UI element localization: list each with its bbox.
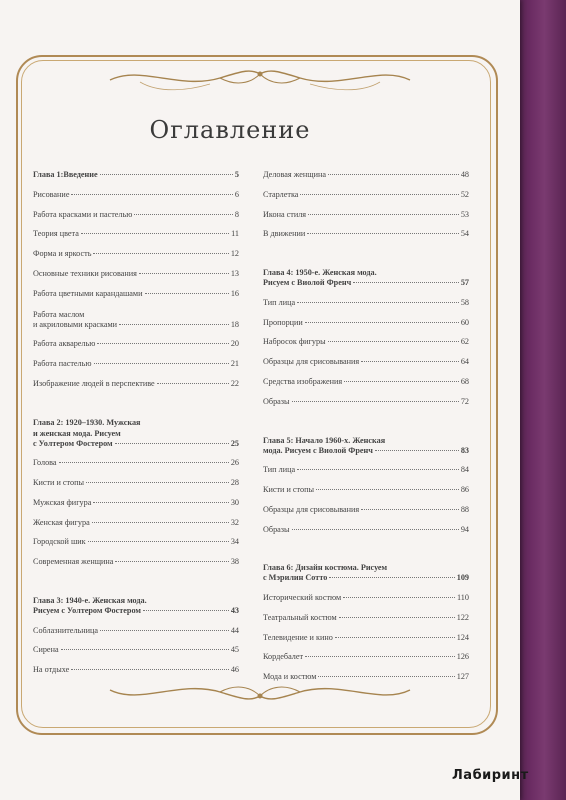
toc-entry[interactable] xyxy=(33,626,239,636)
toc-entry-page: 72 xyxy=(460,396,469,406)
toc-entry-label: с Уолтером Фостером xyxy=(33,438,113,448)
toc-chapter-heading xyxy=(263,435,469,456)
toc-chapter-heading xyxy=(33,595,239,616)
dot-leader xyxy=(100,174,233,175)
section-gap xyxy=(33,399,239,417)
chapter-heading-line xyxy=(263,267,469,278)
section-gap xyxy=(263,249,469,267)
toc-entry[interactable] xyxy=(263,337,469,347)
dot-leader xyxy=(100,630,229,631)
toc-entry-page: 38 xyxy=(230,557,239,567)
toc-entry-page: 68 xyxy=(460,376,469,386)
toc-entry[interactable] xyxy=(263,229,469,239)
chapter-title-line: и женская мода. Рисуем xyxy=(33,428,121,438)
chapter-title-line: 1950-е. Женская мода. xyxy=(295,268,377,278)
toc-entry-label: Театральный костюм xyxy=(263,612,337,622)
dot-leader xyxy=(92,522,229,523)
dot-leader xyxy=(292,401,459,402)
toc-entry-page: 53 xyxy=(460,209,469,219)
toc-entry-page: 26 xyxy=(230,458,239,468)
toc-entry-page: 52 xyxy=(460,189,469,199)
toc-entry-page: 12 xyxy=(230,249,239,259)
toc-entry-label: На отдыхе xyxy=(33,665,70,675)
toc-entry-page: 60 xyxy=(460,317,469,327)
top-ornament xyxy=(100,60,420,98)
toc-entry-page: 22 xyxy=(230,378,239,388)
dot-leader xyxy=(339,617,455,618)
toc-entry[interactable] xyxy=(263,397,469,407)
chapter-number: Глава 2: xyxy=(33,417,64,427)
toc-entry[interactable] xyxy=(33,359,239,369)
toc-chapter-last-line[interactable] xyxy=(263,446,469,456)
toc-entry-page: 6 xyxy=(234,189,239,199)
toc-entry[interactable] xyxy=(33,339,239,349)
toc-entry-page: 45 xyxy=(230,645,239,655)
dot-leader xyxy=(59,462,229,463)
chapter-number: Глава 5: xyxy=(263,435,294,445)
chapter-title-line: Дизайн костюма. Рисуем xyxy=(295,563,388,573)
dot-leader xyxy=(343,597,455,598)
toc-chapter-last-line[interactable] xyxy=(263,278,469,288)
toc-chapter-last-line[interactable] xyxy=(263,573,469,583)
chapter-heading-line xyxy=(263,435,469,446)
toc-entry-page: 11 xyxy=(231,229,239,239)
dot-leader xyxy=(97,343,228,344)
toc-chapter-heading xyxy=(263,562,469,583)
toc-entry-page: 44 xyxy=(230,625,239,635)
toc-entry-page: 46 xyxy=(230,665,239,675)
toc-entry-page: 48 xyxy=(460,170,469,179)
toc-entry-page: 21 xyxy=(230,358,239,368)
dot-leader xyxy=(81,233,229,234)
dot-leader xyxy=(297,469,459,470)
toc-entry-label: В движении xyxy=(263,229,306,239)
toc-entry-label: Сирена xyxy=(33,645,59,655)
toc-entry-label: Работа акварелью xyxy=(33,339,96,349)
toc-entry-page: 18 xyxy=(230,319,239,329)
dot-leader xyxy=(297,302,459,303)
toc-entry[interactable] xyxy=(263,210,469,220)
toc-entry[interactable] xyxy=(33,249,239,259)
toc-entry[interactable] xyxy=(33,518,239,528)
chapter-number: Глава 6: xyxy=(263,563,294,573)
dot-leader xyxy=(316,489,459,490)
toc-right-column xyxy=(263,170,469,692)
toc-entry[interactable] xyxy=(33,210,239,220)
toc-entry-page: 88 xyxy=(460,504,469,514)
dot-leader xyxy=(134,214,233,215)
section-gap xyxy=(33,577,239,595)
toc-entry-label-line: Работа маслом xyxy=(33,309,85,319)
toc-entry-label: Набросок фигуры xyxy=(263,337,326,347)
toc-entry-label: Кисти и стопы xyxy=(263,484,314,494)
section-gap xyxy=(263,544,469,562)
dot-leader xyxy=(71,669,229,670)
toc-entry-page: 5 xyxy=(234,170,239,179)
toc-entry-label: Образцы для срисовывания xyxy=(263,357,360,367)
dot-leader xyxy=(307,233,459,234)
dot-leader xyxy=(300,194,458,195)
toc-entry[interactable] xyxy=(263,190,469,200)
toc-entry-page: 62 xyxy=(460,337,469,347)
chapter-number: Глава 4: xyxy=(263,268,294,278)
toc-entry[interactable] xyxy=(33,379,239,389)
toc-entry-page: 43 xyxy=(230,605,239,615)
toc-entry-label: Мужская фигура xyxy=(33,497,92,507)
toc-entry-label: Женская фигура xyxy=(33,517,90,527)
toc-entry-label: Современная женщина xyxy=(33,557,114,567)
chapter-number: Глава 3: xyxy=(33,595,64,605)
toc-entry[interactable] xyxy=(33,190,239,200)
toc-entry-page: 124 xyxy=(456,632,469,642)
chapter-title: Введение xyxy=(63,170,98,179)
toc-entry-label: Рисуем с Виолой Френч xyxy=(263,278,352,288)
toc-entry-label: Тип лица xyxy=(263,465,296,475)
toc-entry[interactable] xyxy=(263,377,469,387)
toc-entry[interactable] xyxy=(33,320,239,330)
toc-entry-label: Тип лица xyxy=(263,297,296,307)
toc-entry-label: Голова xyxy=(33,458,57,468)
chapter-heading-line xyxy=(33,595,239,606)
dot-leader xyxy=(143,610,229,611)
toc-entry-page: 126 xyxy=(456,652,469,662)
dot-leader xyxy=(139,273,229,274)
toc-entry-page: 86 xyxy=(460,484,469,494)
chapter-heading-line xyxy=(33,417,239,428)
toc-chapter-last-line[interactable] xyxy=(33,439,239,449)
toc-entry-label: Изображение людей в перспективе xyxy=(33,378,155,388)
dot-leader xyxy=(361,361,459,362)
toc-entry-label: Пропорции xyxy=(263,317,303,327)
toc-entry[interactable] xyxy=(263,652,469,662)
toc-entry-page: 20 xyxy=(230,339,239,349)
dot-leader xyxy=(375,450,459,451)
toc-entry[interactable] xyxy=(33,645,239,655)
toc-entry[interactable] xyxy=(33,498,239,508)
toc-entry-page: 16 xyxy=(230,288,239,298)
toc-entry[interactable] xyxy=(33,269,239,279)
toc-entry-label: Старлетка xyxy=(263,189,299,199)
toc-entry[interactable] xyxy=(263,633,469,643)
toc-entry-page: 30 xyxy=(230,497,239,507)
toc-entry-page: 83 xyxy=(460,445,469,455)
dot-leader xyxy=(329,577,454,578)
toc-entry-page: 94 xyxy=(460,524,469,534)
dot-leader xyxy=(145,293,229,294)
toc-entry[interactable] xyxy=(263,593,469,603)
toc-entry-label: Кордебалет xyxy=(263,652,304,662)
dot-leader xyxy=(93,502,228,503)
toc-entry[interactable] xyxy=(33,458,239,468)
toc-entry-label: Соблазнительница xyxy=(33,625,99,635)
toc-entry-label: и акриловыми красками xyxy=(33,319,118,329)
book-cover-edge xyxy=(512,0,566,800)
toc-entry[interactable] xyxy=(263,465,469,475)
dot-leader xyxy=(115,443,229,444)
toc-entry-page: 127 xyxy=(456,672,469,682)
dot-leader xyxy=(157,383,229,384)
chapter-title-line: 1940-е. Женская мода. xyxy=(65,595,147,605)
toc-entry-label: Форма и яркость xyxy=(33,249,92,259)
toc-entry-label: Работа красками и пастелью xyxy=(33,209,133,219)
toc-entry[interactable] xyxy=(263,357,469,367)
dot-leader xyxy=(292,529,459,530)
bottom-ornament xyxy=(100,672,420,710)
dot-leader xyxy=(361,509,459,510)
toc-entry-label: Образы xyxy=(263,524,290,534)
toc-entry-label: Рисуем с Уолтером Фостером xyxy=(33,605,141,615)
toc-entry-page: 110 xyxy=(457,592,469,602)
toc-entry-label: Рисование xyxy=(33,189,70,199)
toc-entry-label: Городской шик xyxy=(33,537,86,547)
toc-entry[interactable] xyxy=(263,170,469,180)
toc-chapter-heading xyxy=(263,267,469,288)
dot-leader xyxy=(86,482,229,483)
toc-entry-page: 122 xyxy=(456,612,469,622)
toc-entry-label: мода. Рисуем с Виолой Френч xyxy=(263,445,373,455)
toc-entry-label: Кисти и стопы xyxy=(33,477,84,487)
toc-entry[interactable] xyxy=(33,557,239,567)
toc-chapter-heading xyxy=(33,417,239,449)
toc-entry-label: Мода и костюм xyxy=(263,672,317,682)
toc-entry-label: Деловая женщина xyxy=(263,170,326,179)
toc-entry-page: 25 xyxy=(230,438,239,448)
toc-entry-label: Работа цветными карандашами xyxy=(33,288,143,298)
toc-entry[interactable] xyxy=(33,478,239,488)
toc-chapter-last-line[interactable] xyxy=(33,606,239,616)
dot-leader xyxy=(328,341,459,342)
toc-entry-label: Исторический костюм xyxy=(263,592,342,602)
watermark-logo: Лабиринт xyxy=(452,768,529,783)
chapter-number: Глава 1: xyxy=(33,170,64,179)
toc-entry[interactable] xyxy=(263,525,469,535)
dot-leader xyxy=(335,637,455,638)
section-gap xyxy=(263,417,469,435)
page-title: Оглавление xyxy=(149,116,311,144)
dot-leader xyxy=(94,363,229,364)
toc-entry[interactable] xyxy=(263,485,469,495)
dot-leader xyxy=(119,324,229,325)
toc-entry[interactable] xyxy=(263,613,469,623)
toc-left-column xyxy=(33,170,239,685)
dot-leader xyxy=(305,322,459,323)
toc-entry-page: 64 xyxy=(460,357,469,367)
dot-leader xyxy=(344,381,459,382)
toc-entry-label: Работа пастелью xyxy=(33,358,92,368)
dot-leader xyxy=(353,282,459,283)
chapter-title-line: Начало 1960-х. Женская xyxy=(295,435,386,445)
toc-chapter-heading[interactable] xyxy=(33,170,239,180)
dot-leader xyxy=(71,194,232,195)
toc-entry-page: 13 xyxy=(230,268,239,278)
toc-entry[interactable] xyxy=(263,318,469,328)
toc-entry-label: Образы xyxy=(263,396,290,406)
toc-entry-page: 109 xyxy=(456,573,469,583)
toc-entry-label: Образцы для срисовывания xyxy=(263,504,360,514)
toc-entry[interactable] xyxy=(33,289,239,299)
dot-leader xyxy=(328,174,459,175)
toc-entry[interactable] xyxy=(263,298,469,308)
toc-entry[interactable] xyxy=(33,229,239,239)
toc-entry-page: 57 xyxy=(460,278,469,288)
toc-entry[interactable] xyxy=(263,505,469,515)
toc-entry-label: Средства изображения xyxy=(263,376,343,386)
toc-entry-page: 54 xyxy=(460,229,469,239)
toc-entry-multiline xyxy=(33,309,239,330)
toc-entry-page: 8 xyxy=(234,209,239,219)
chapter-title-line: 1920–1930. Мужская xyxy=(65,417,141,427)
toc-entry-page: 58 xyxy=(460,297,469,307)
dot-leader xyxy=(115,561,228,562)
dot-leader xyxy=(305,656,455,657)
toc-entry[interactable] xyxy=(33,537,239,547)
toc-entry-page: 28 xyxy=(230,477,239,487)
dot-leader xyxy=(93,253,228,254)
toc-entry-label: Икона стиля xyxy=(263,209,307,219)
dot-leader xyxy=(308,214,459,215)
toc-entry-label: Основные техники рисования xyxy=(33,268,137,278)
toc-entry-page: 84 xyxy=(460,465,469,475)
toc-entry-page: 34 xyxy=(230,537,239,547)
toc-entry-label: Теория цвета xyxy=(33,229,79,239)
toc-entry-label: с Мэрилин Сотто xyxy=(263,573,328,583)
toc-entry-label: Телевидение и кино xyxy=(263,632,333,642)
dot-leader xyxy=(88,541,229,542)
toc-entry-page: 32 xyxy=(230,517,239,527)
chapter-heading-line xyxy=(263,562,469,573)
dot-leader xyxy=(61,649,229,650)
